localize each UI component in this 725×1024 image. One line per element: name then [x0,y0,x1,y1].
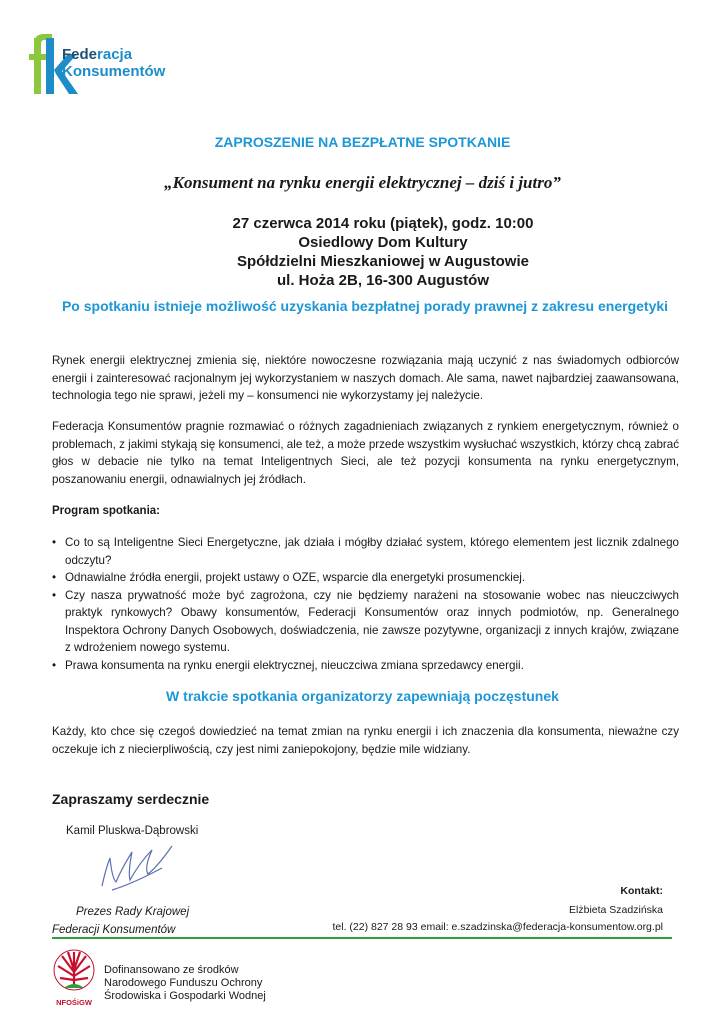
funding-line2: Narodowego Funduszu Ochrony [104,977,263,989]
event-details [0,214,725,290]
funding-line3: Środowiska i Gospodarki Wodnej [104,990,266,1002]
logo-f-stem [34,38,41,94]
refreshments-note: W trakcie spotkania organizatorzy zapewniają poczęstunek [166,688,559,704]
event-venue-line2: Spółdzielni Mieszkaniowej w Augustowie [237,253,529,270]
nfosigw-logo [52,948,96,1010]
program-item: • Odnawialne źródła energii, projekt ustawy o OZE, wsparcie dla energetyki prosumenckiej. [52,569,679,587]
logo-k-stem [46,38,54,94]
federation-paragraph: Federacja Konsumentów pragnie rozmawiać o różnych zagadnieniach związanych z rynkiem energetycznym, również o problemach, z jakimi stykają się konsumenci, ale też, a może przede wszystkim wysłuchać wszystkich, którzy chcą zabrać głos w debacie nie tylko na temat Inteligentnych Sieci, ale też pozycji konsumenta na rynku energetycznym, poszanowaniu energii, odnawialnych jej źródłach. [52,420,679,486]
program-item: • Co to są Inteligentne Sieci Energetyczne, jak działa i mógłby działać system, którego elementem jest licznik zdalnego odczytu? [52,534,679,569]
handwritten-signature [92,838,192,900]
program-heading: Program spotkania: [52,505,160,517]
funding-line1: Dofinansowano ze środków [104,964,239,976]
intro-paragraph: Rynek energii elektrycznej zmienia się, niektóre nowoczesne rozwiązania mają uczynić z nas świadomych odbiorców energii i zainteresować racjonalnym jej wykorzystaniem w naszych domach. Ale sama, nawet najbardziej zaawansowana, technologia tego nie sprawi, jeżeli my – konsumenci nie wykorzystamy jej należycie. [52,354,679,402]
signer-role [52,903,189,939]
signer-role-line1: Prezes Rady Krajowej [76,906,190,918]
nfosigw-label: NFOŚiGW [56,998,92,1007]
signature-stroke [102,846,172,890]
welcome-paragraph: Każdy, kto chce się czegoś dowiedzieć na temat zmian na rynku energii i ich znaczenia dla konsumenta, nieważne czy oczekuje ich z niecierpliwością, czy jest nimi zaniepokojony, będzie mile widziany. [52,725,679,756]
logo-word2: Konsumentów [62,63,166,80]
contact-name: Elżbieta Szadzińska [569,904,663,916]
logo-word1-part2: racja [97,46,133,63]
logo-wordmark [62,46,165,80]
contact-heading: Kontakt: [620,885,663,897]
funding-statement [104,964,266,1003]
event-address: ul. Hoża 2B, 16-300 Augustów [277,272,489,289]
contact-details: tel. (22) 827 28 93 email: e.szadzinska@federacja-konsumentow.org.pl [332,921,663,933]
logo-word1-part1: Fede [62,46,98,63]
event-date: 27 czerwca 2014 roku (piątek), godz. 10:00 [232,215,534,232]
closing-invitation: Zapraszamy serdecznie [52,791,210,807]
program-list [52,534,679,674]
program-item: • Prawa konsumenta na rynku energii elektrycznej, nieuczciwa zmiana sprzedawcy energii. [52,657,679,675]
footer-divider [52,937,672,939]
meeting-subtitle: „Konsument na rynku energii elektrycznej – dziś i jutro” [164,173,561,192]
signer-role-line2: Federacji Konsumentów [52,924,176,936]
legal-advice-note: Po spotkaniu istnieje możliwość uzyskania bezpłatnej porady prawnej z zakresu energetyki [61,298,669,314]
signer-name: Kamil Pluskwa-Dąbrowski [66,825,199,837]
program-item: • Czy nasza prywatność może być zagrożona, czy nie będziemy narażeni na stosowanie wobec nas nieuczciwych praktyk rynkowych? Obawy konsumentów, Federacji Konsumentów oraz innych podmiotów, np. Generalnego Inspektora Ochrony Danych Osobowych, doświadczenia, nie zawsze pozytywne, organizacji z innych krajów, związane z wdrożeniem nowego systemu. [52,587,679,657]
invitation-title: ZAPROSZENIE NA BEZPŁATNE SPOTKANIE [214,134,511,150]
event-venue-line1: Osiedlowy Dom Kultury [298,234,468,251]
